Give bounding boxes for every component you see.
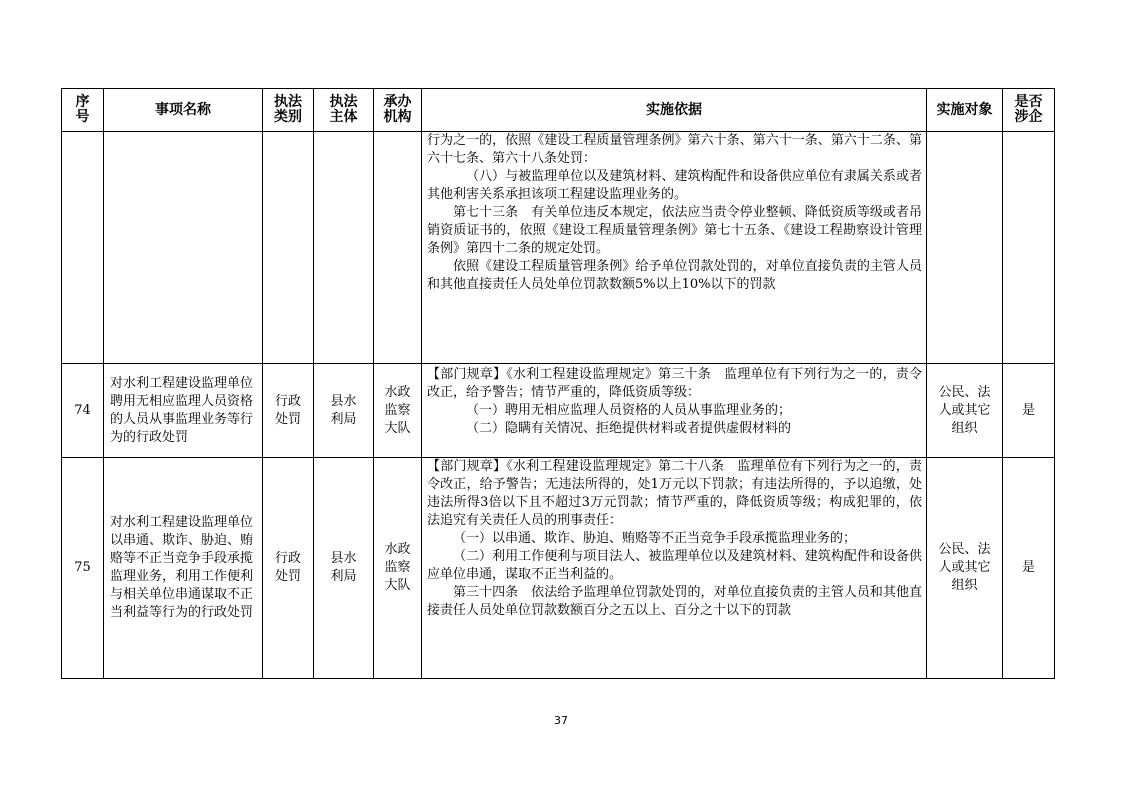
cell-target-text: 公民、法人或其它组织 xyxy=(938,542,991,593)
cell-involves-enterprise: 是 xyxy=(1003,458,1055,679)
cell-legal-basis xyxy=(422,364,927,458)
header-serial-number xyxy=(62,89,104,132)
cell-target xyxy=(927,132,1003,364)
cell-enforcement-category xyxy=(263,458,314,679)
table-row xyxy=(62,364,1055,458)
cell-involves-enterprise: 是 xyxy=(1003,364,1055,458)
header-legal-basis: 实施依据 xyxy=(422,89,927,132)
header-serial-number-text: 序号 xyxy=(75,94,90,125)
cell-serial-number: 74 xyxy=(62,364,104,458)
cell-enforcement-subject-text: 县水利局 xyxy=(330,551,357,584)
header-enforcement-category-text: 执法类别 xyxy=(274,94,302,125)
cell-enforcement-subject xyxy=(314,132,374,364)
cell-item-name xyxy=(104,132,263,364)
basis-paragraph: （八）与被监理单位以及建筑材料、建筑构配件和设备供应单位有隶属关系或者其他利害关系承担该项工程建设监理业务的。 xyxy=(427,169,922,202)
law-enforcement-table xyxy=(61,88,1055,679)
cell-serial-number xyxy=(62,132,104,364)
cell-enforcement-category xyxy=(263,364,314,458)
cell-target xyxy=(927,458,1003,679)
cell-legal-basis xyxy=(422,132,927,364)
cell-handling-agency-text: 水政监察大队 xyxy=(384,542,411,593)
cell-enforcement-category-text: 行政处罚 xyxy=(274,393,301,427)
cell-legal-basis xyxy=(422,458,927,679)
basis-paragraph: 行为之一的，依照《建设工程质量管理条例》第六十条、第六十一条、第六十二条、第六十七条、第六十八条处罚： xyxy=(427,133,922,166)
cell-target-text: 公民、法人或其它组织 xyxy=(938,384,991,436)
cell-target xyxy=(927,364,1003,458)
table-header-row xyxy=(62,89,1055,132)
cell-handling-agency-text: 水政监察大队 xyxy=(384,384,411,436)
page-number: 37 xyxy=(554,714,568,727)
header-handling-agency xyxy=(374,89,422,132)
header-item-name: 事项名称 xyxy=(104,89,263,132)
header-enforcement-category xyxy=(263,89,314,132)
cell-enforcement-category xyxy=(263,132,314,364)
cell-involves-enterprise xyxy=(1003,132,1055,364)
cell-item-name: 对水利工程建设监理单位以串通、欺诈、胁迫、贿赂等不正当竞争手段承揽监理业务，利用工作便利与相关单位串通谋取不正当利益等行为的行政处罚 xyxy=(104,458,263,679)
cell-enforcement-subject xyxy=(314,458,374,679)
cell-enforcement-subject-text: 县水利局 xyxy=(330,393,357,427)
cell-enforcement-subject xyxy=(314,364,374,458)
cell-serial-number: 75 xyxy=(62,458,104,679)
header-target: 实施对象 xyxy=(927,89,1003,132)
basis-paragraph: （二）利用工作便利与项目法人、被监理单位以及建筑材料、建筑构配件和设备供应单位串通，谋取不正当利益的。 xyxy=(427,549,922,582)
basis-paragraph: 【部门规章】《水利工程建设监理规定》第三十条 监理单位有下列行为之一的，责令改正，给予警告；情节严重的，降低资质等级： xyxy=(427,367,922,400)
header-involves-enterprise xyxy=(1003,89,1055,132)
basis-paragraph: 第七十三条 有关单位违反本规定，依法应当责令停业整顿、降低资质等级或者吊销资质证书的，依照《建设工程质量管理条例》第七十五条、《建设工程勘察设计管理条例》第四十二条的规定处罚。 xyxy=(427,205,922,256)
basis-paragraph: （一）以串通、欺诈、胁迫、贿赂等不正当竞争手段承揽监理业务的； xyxy=(453,531,857,546)
cell-item-name: 对水利工程建设监理单位聘用无相应监理人员资格的人员从事监理业务等行为的行政处罚 xyxy=(104,364,263,458)
header-involves-enterprise-text: 是否涉企 xyxy=(1014,94,1043,125)
cell-handling-agency xyxy=(374,458,422,679)
basis-paragraph: （一）聘用无相应监理人员资格的人员从事监理业务的； xyxy=(466,403,792,418)
header-handling-agency-text: 承办机构 xyxy=(383,94,412,125)
table-row xyxy=(62,132,1055,364)
cell-enforcement-category-text: 行政处罚 xyxy=(274,551,301,584)
cell-handling-agency xyxy=(374,132,422,364)
table-row xyxy=(62,458,1055,679)
cell-handling-agency xyxy=(374,364,422,458)
basis-paragraph: （二）隐瞒有关情况、拒绝提供材料或者提供虚假材料的 xyxy=(466,421,792,436)
basis-paragraph: 依照《建设工程质量管理条例》给予单位罚款处罚的，对单位直接负责的主管人员和其他直接责任人员处单位罚款数额5%以上10%以下的罚款 xyxy=(427,259,922,292)
basis-paragraph: 【部门规章】《水利工程建设监理规定》第二十八条 监理单位有下列行为之一的，责令改正，给予警告；无违法所得的，处1万元以下罚款；有违法所得的，予以追缴，处违法所得3倍以下且不超过3万元罚款；情节严重的，降低资质等级；构成犯罪的，依法追究有关责任人员的刑事责任： xyxy=(427,459,922,528)
header-enforcement-subject-text: 执法主体 xyxy=(329,94,358,125)
header-enforcement-subject xyxy=(314,89,374,132)
basis-paragraph: 第三十四条 依法给予监理单位罚款处罚的，对单位直接负责的主管人员和其他直接责任人员处单位罚款数额百分之五以上、百分之十以下的罚款 xyxy=(427,585,922,618)
